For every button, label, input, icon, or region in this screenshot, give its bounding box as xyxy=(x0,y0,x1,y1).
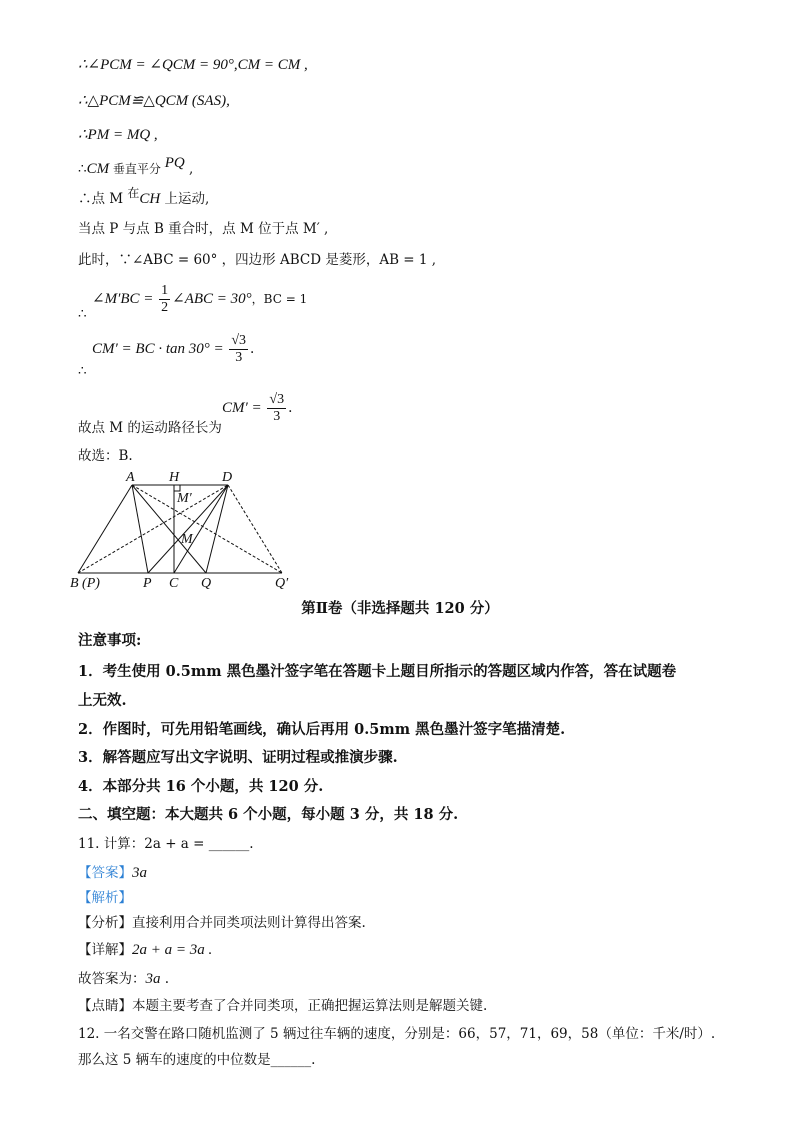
punct: . xyxy=(288,400,293,417)
frac-den: 3 xyxy=(273,409,281,425)
label-c: C xyxy=(169,576,179,590)
segment-ap xyxy=(132,485,148,573)
text-moves: 上运动, xyxy=(160,191,210,207)
q12-line-2: 那么这 5 辆车的速度的中位数是______. xyxy=(78,1052,316,1068)
xiangjie-tag: 【详解】 xyxy=(78,942,132,958)
segment-ab xyxy=(78,485,132,573)
frac-den: 2 xyxy=(161,300,169,316)
notice-1a: 1．考生使用 0.5mm 黑色墨汁签字笔在答题卡上题目所指示的答题区域内作答，答在试题卷 xyxy=(78,663,677,680)
q11-xiangjie xyxy=(78,941,212,959)
proof-line-1: ∴∠PCM = ∠QCM = 90°,CM = CM , xyxy=(78,57,308,73)
notice-2: 2．作图时，可先用铅笔画线，确认后再用 0.5mm 黑色墨汁签字笔描清楚. xyxy=(78,721,566,738)
fraction-half xyxy=(159,283,170,316)
proof-line-2: ∴△PCM≌△QCM (SAS), xyxy=(78,93,230,109)
frac-num: 1 xyxy=(159,283,170,300)
final-value: 3a xyxy=(145,971,161,987)
punct: . xyxy=(250,341,255,358)
frac-den: 3 xyxy=(235,350,243,366)
proof-line-6: 当点 P 与点 B 重合时，点 M 位于点 M′ , xyxy=(78,221,329,237)
part-2-heading: 二、填空题：本大题共 6 个小题，每小题 3 分，共 18 分. xyxy=(78,806,459,823)
proof-line-7: 此时，∵∠ABC = 60° ，四边形 ABCD 是菱形，AB = 1 , xyxy=(78,252,437,268)
label-p: P xyxy=(143,576,152,590)
therefore-9: ∴ xyxy=(78,363,87,379)
notice-1b: 上无效. xyxy=(78,692,127,709)
fraction-sqrt3-3-b xyxy=(267,392,286,425)
geometry-figure xyxy=(70,470,300,590)
math-cm-prime-2: CM′ = xyxy=(222,400,266,417)
segment-aq xyxy=(132,485,206,573)
proof-line-9 xyxy=(92,333,254,366)
proof-line-3: ∴PM = MQ , xyxy=(78,127,158,143)
text-vertical-bisect: 垂直平分 xyxy=(109,162,165,176)
q11-dianjing: 【点睛】本题主要考查了合并同类项，正确把握运算法则是解题关键. xyxy=(78,998,488,1014)
final-label: 故答案为： xyxy=(78,971,146,987)
analysis-tag: 【解析】 xyxy=(78,890,132,906)
math-angle-mbc: ∠M′BC = xyxy=(92,291,158,308)
dashed-aq-prime xyxy=(132,485,282,573)
label-h: H xyxy=(169,470,180,485)
q11-stem: 11. 计算：2a + a = ______. xyxy=(78,836,254,852)
segment-dq xyxy=(206,485,228,573)
frac-num: √3 xyxy=(267,392,286,409)
notice-4: 4．本部分共 16 个小题，共 120 分. xyxy=(78,778,324,795)
label-q: Q xyxy=(201,576,212,590)
q11-answer-line xyxy=(78,864,147,882)
notice-title: 注意事项: xyxy=(78,632,142,649)
punct: , xyxy=(184,161,194,177)
math-ch: CH xyxy=(139,191,161,207)
fraction-sqrt3-3 xyxy=(229,333,248,366)
dashed-bd xyxy=(78,485,228,573)
q11-final xyxy=(78,970,169,988)
punct: . xyxy=(160,971,170,987)
proof-line-4 xyxy=(78,155,194,178)
math-bc: ，BC = 1 xyxy=(251,292,308,307)
q12-line-1: 12. 一名交警在路口随机监测了 5 辆过往车辆的速度，分别是：66，57，71，69，58（单位：千米/时）. xyxy=(78,1026,716,1042)
label-b-p: B (P) xyxy=(70,576,100,590)
label-q-prime: Q′ xyxy=(275,576,289,590)
text-on: 在 xyxy=(127,186,140,200)
text-point-m: ∴点 M xyxy=(78,191,128,207)
math-cm: CM xyxy=(86,161,110,177)
frac-num: √3 xyxy=(229,333,248,350)
label-a: A xyxy=(126,470,135,485)
label-m: M xyxy=(181,532,193,547)
notice-3: 3．解答题应写出文字说明、证明过程或推演步骤. xyxy=(78,749,398,766)
therefore-8: ∴ xyxy=(78,306,87,322)
proof-line-8 xyxy=(92,283,307,316)
label-d: D xyxy=(222,470,233,485)
therefore-symbol: ∴ xyxy=(78,161,87,177)
math-pq: PQ xyxy=(164,155,185,171)
xiangjie-math: 2a + a = 3a . xyxy=(132,942,213,958)
proof-line-11: 故选：B. xyxy=(78,448,133,464)
dashed-dq-prime xyxy=(228,485,282,573)
label-m-prime: M′ xyxy=(177,491,192,506)
answer-value: 3a xyxy=(132,865,147,881)
q11-fenxi: 【分析】直接利用合并同类项法则计算得出答案. xyxy=(78,915,366,931)
proof-line-10-math xyxy=(222,392,292,425)
proof-line-10: 故点 M 的运动路径长为 xyxy=(78,420,222,436)
proof-line-5 xyxy=(78,186,210,208)
math-angle-abc: ∠ABC = 30° xyxy=(172,291,252,308)
section-title: 第Ⅱ卷（非选择题共 120 分） xyxy=(301,600,499,617)
answer-tag: 【答案】 xyxy=(78,865,132,881)
math-cm-prime: CM′ = BC · tan 30° = xyxy=(92,341,228,358)
